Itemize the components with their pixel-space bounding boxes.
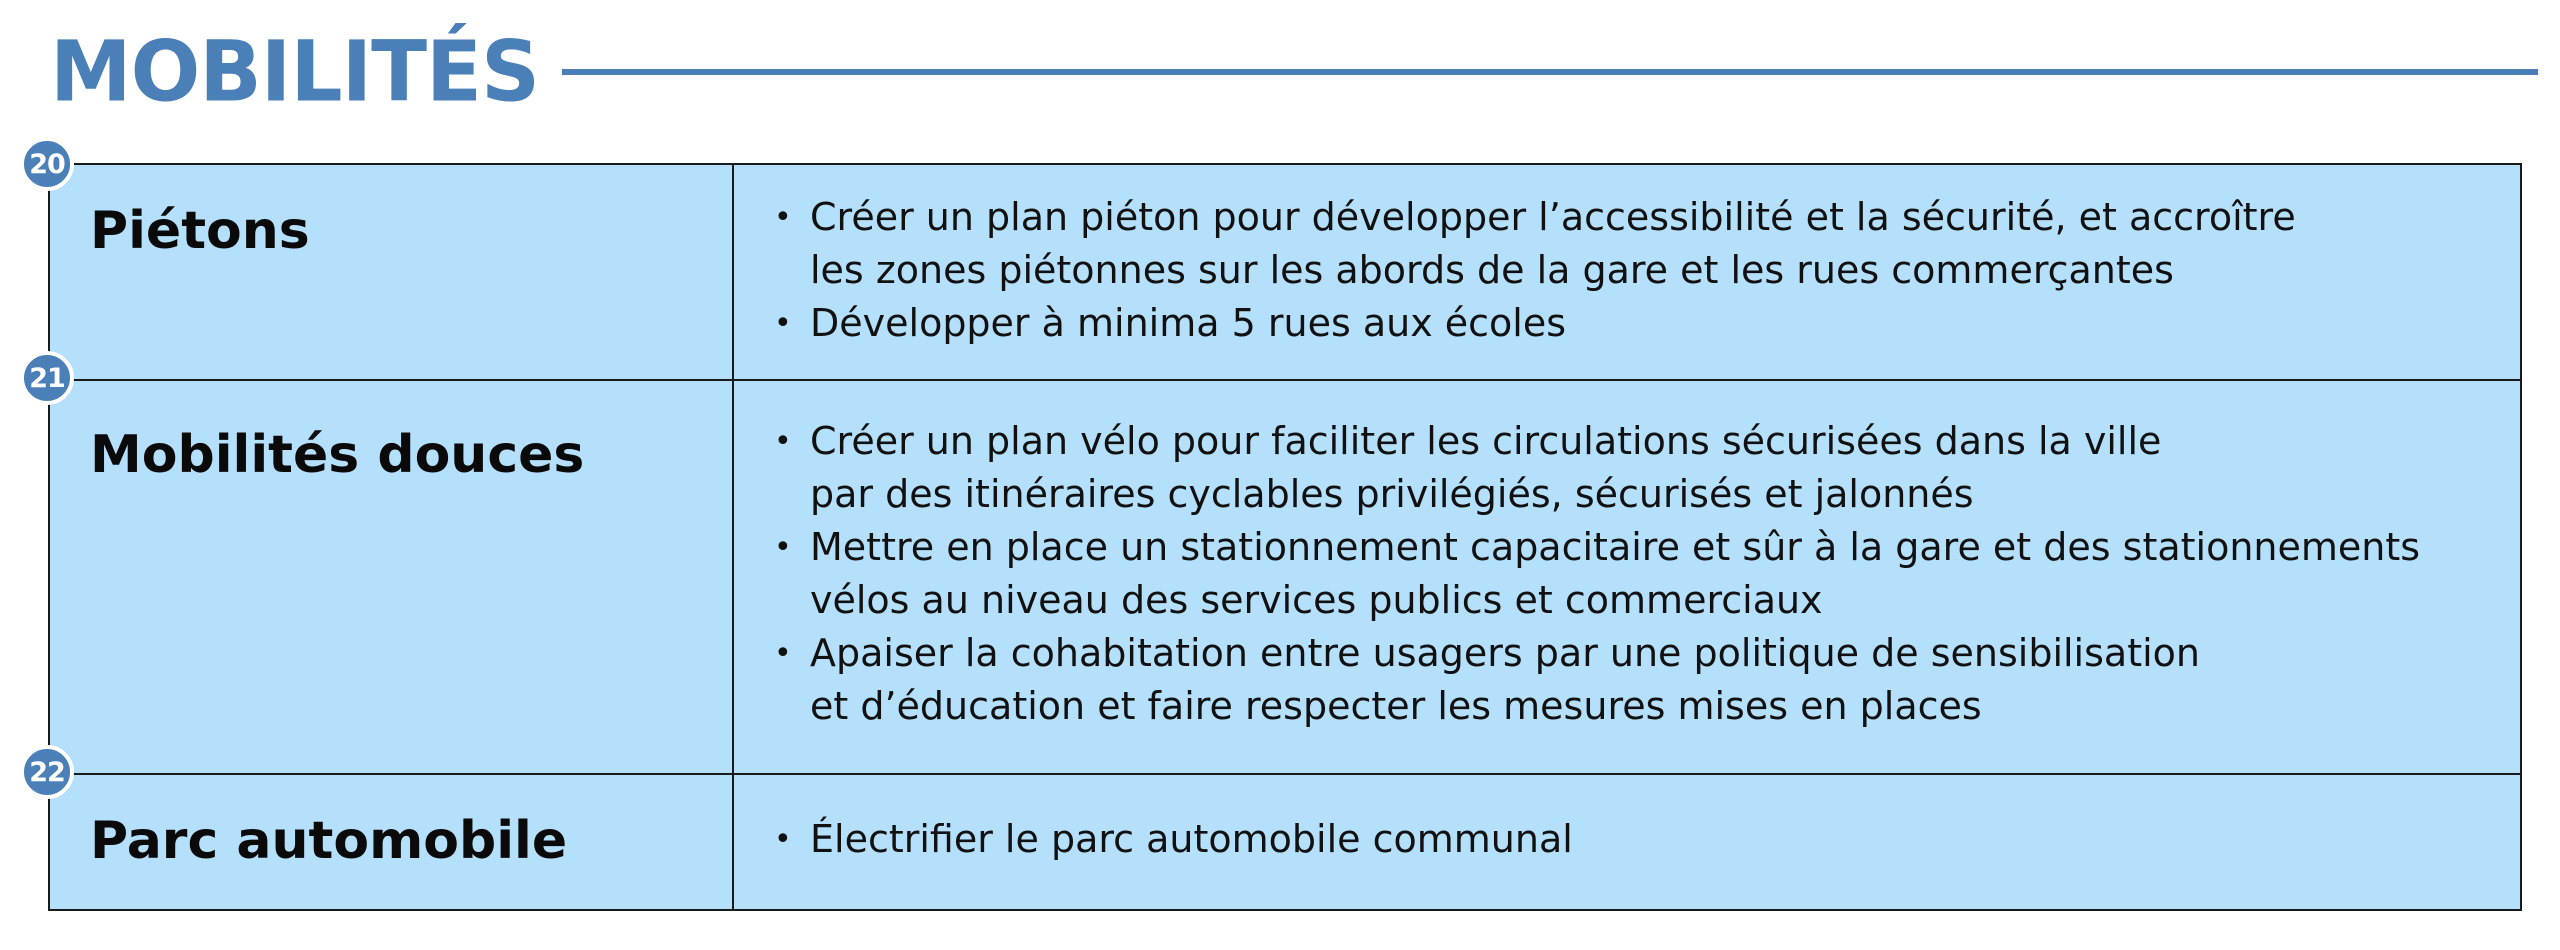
bullet-text-line: Créer un plan vélo pour faciliter les circulations sécurisées dans la ville xyxy=(810,419,2162,463)
column-divider xyxy=(732,775,734,911)
bullet-icon: • xyxy=(774,424,792,459)
bullet-icon: • xyxy=(774,306,792,341)
row-number-badge: 22 xyxy=(20,745,74,799)
bullet-icon: • xyxy=(774,200,792,235)
table-row-pietons xyxy=(50,165,2520,379)
bullet-icon: • xyxy=(774,822,792,857)
bullet-icon: • xyxy=(774,636,792,671)
bullet-text-line: Apaiser la cohabitation entre usagers par une politique de sensibilisation xyxy=(810,631,2200,675)
bullet-icon: • xyxy=(774,530,792,565)
list-item xyxy=(766,191,2500,297)
bullet-text-line: Électrifier le parc automobile communal xyxy=(810,817,1573,861)
list-item xyxy=(766,297,2500,350)
row-label: Mobilités douces xyxy=(90,425,585,485)
list-item xyxy=(766,627,2500,733)
page-header xyxy=(50,22,2530,122)
table-row-mobilites-douces xyxy=(50,379,2520,773)
bullet-text-line: Mettre en place un stationnement capacitaire et sûr à la gare et des stationnements xyxy=(810,525,2421,569)
column-divider xyxy=(732,381,734,773)
row-number-badge: 21 xyxy=(20,351,74,405)
list-item xyxy=(766,813,2500,866)
row-label: Parc automobile xyxy=(90,811,568,871)
list-item xyxy=(766,415,2500,521)
bullet-list xyxy=(766,191,2500,350)
bullet-text-line: Développer à minima 5 rues aux écoles xyxy=(810,301,1567,345)
list-item xyxy=(766,521,2500,627)
row-label: Piétons xyxy=(90,201,310,261)
row-number-badge: 20 xyxy=(20,137,74,191)
bullet-text-line: par des itinéraires cyclables privilégiés, sécurisés et jalonnés xyxy=(810,472,1974,516)
bullet-list xyxy=(766,813,2500,866)
bullet-text-line: Créer un plan piéton pour développer l’accessibilité et la sécurité, et accroître xyxy=(810,195,2296,239)
bullet-text-line: et d’éducation et faire respecter les mesures mises en places xyxy=(810,684,1982,728)
mobility-measures-table xyxy=(48,163,2522,911)
bullet-list xyxy=(766,415,2500,733)
table-row-parc-automobile xyxy=(50,773,2520,911)
column-divider xyxy=(732,165,734,379)
bullet-text-line: vélos au niveau des services publics et commerciaux xyxy=(810,578,1823,622)
page-title: MOBILITÉS xyxy=(50,23,540,121)
title-underline-rule xyxy=(562,69,2538,75)
bullet-text-line: les zones piétonnes sur les abords de la gare et les rues commerçantes xyxy=(810,248,2174,292)
